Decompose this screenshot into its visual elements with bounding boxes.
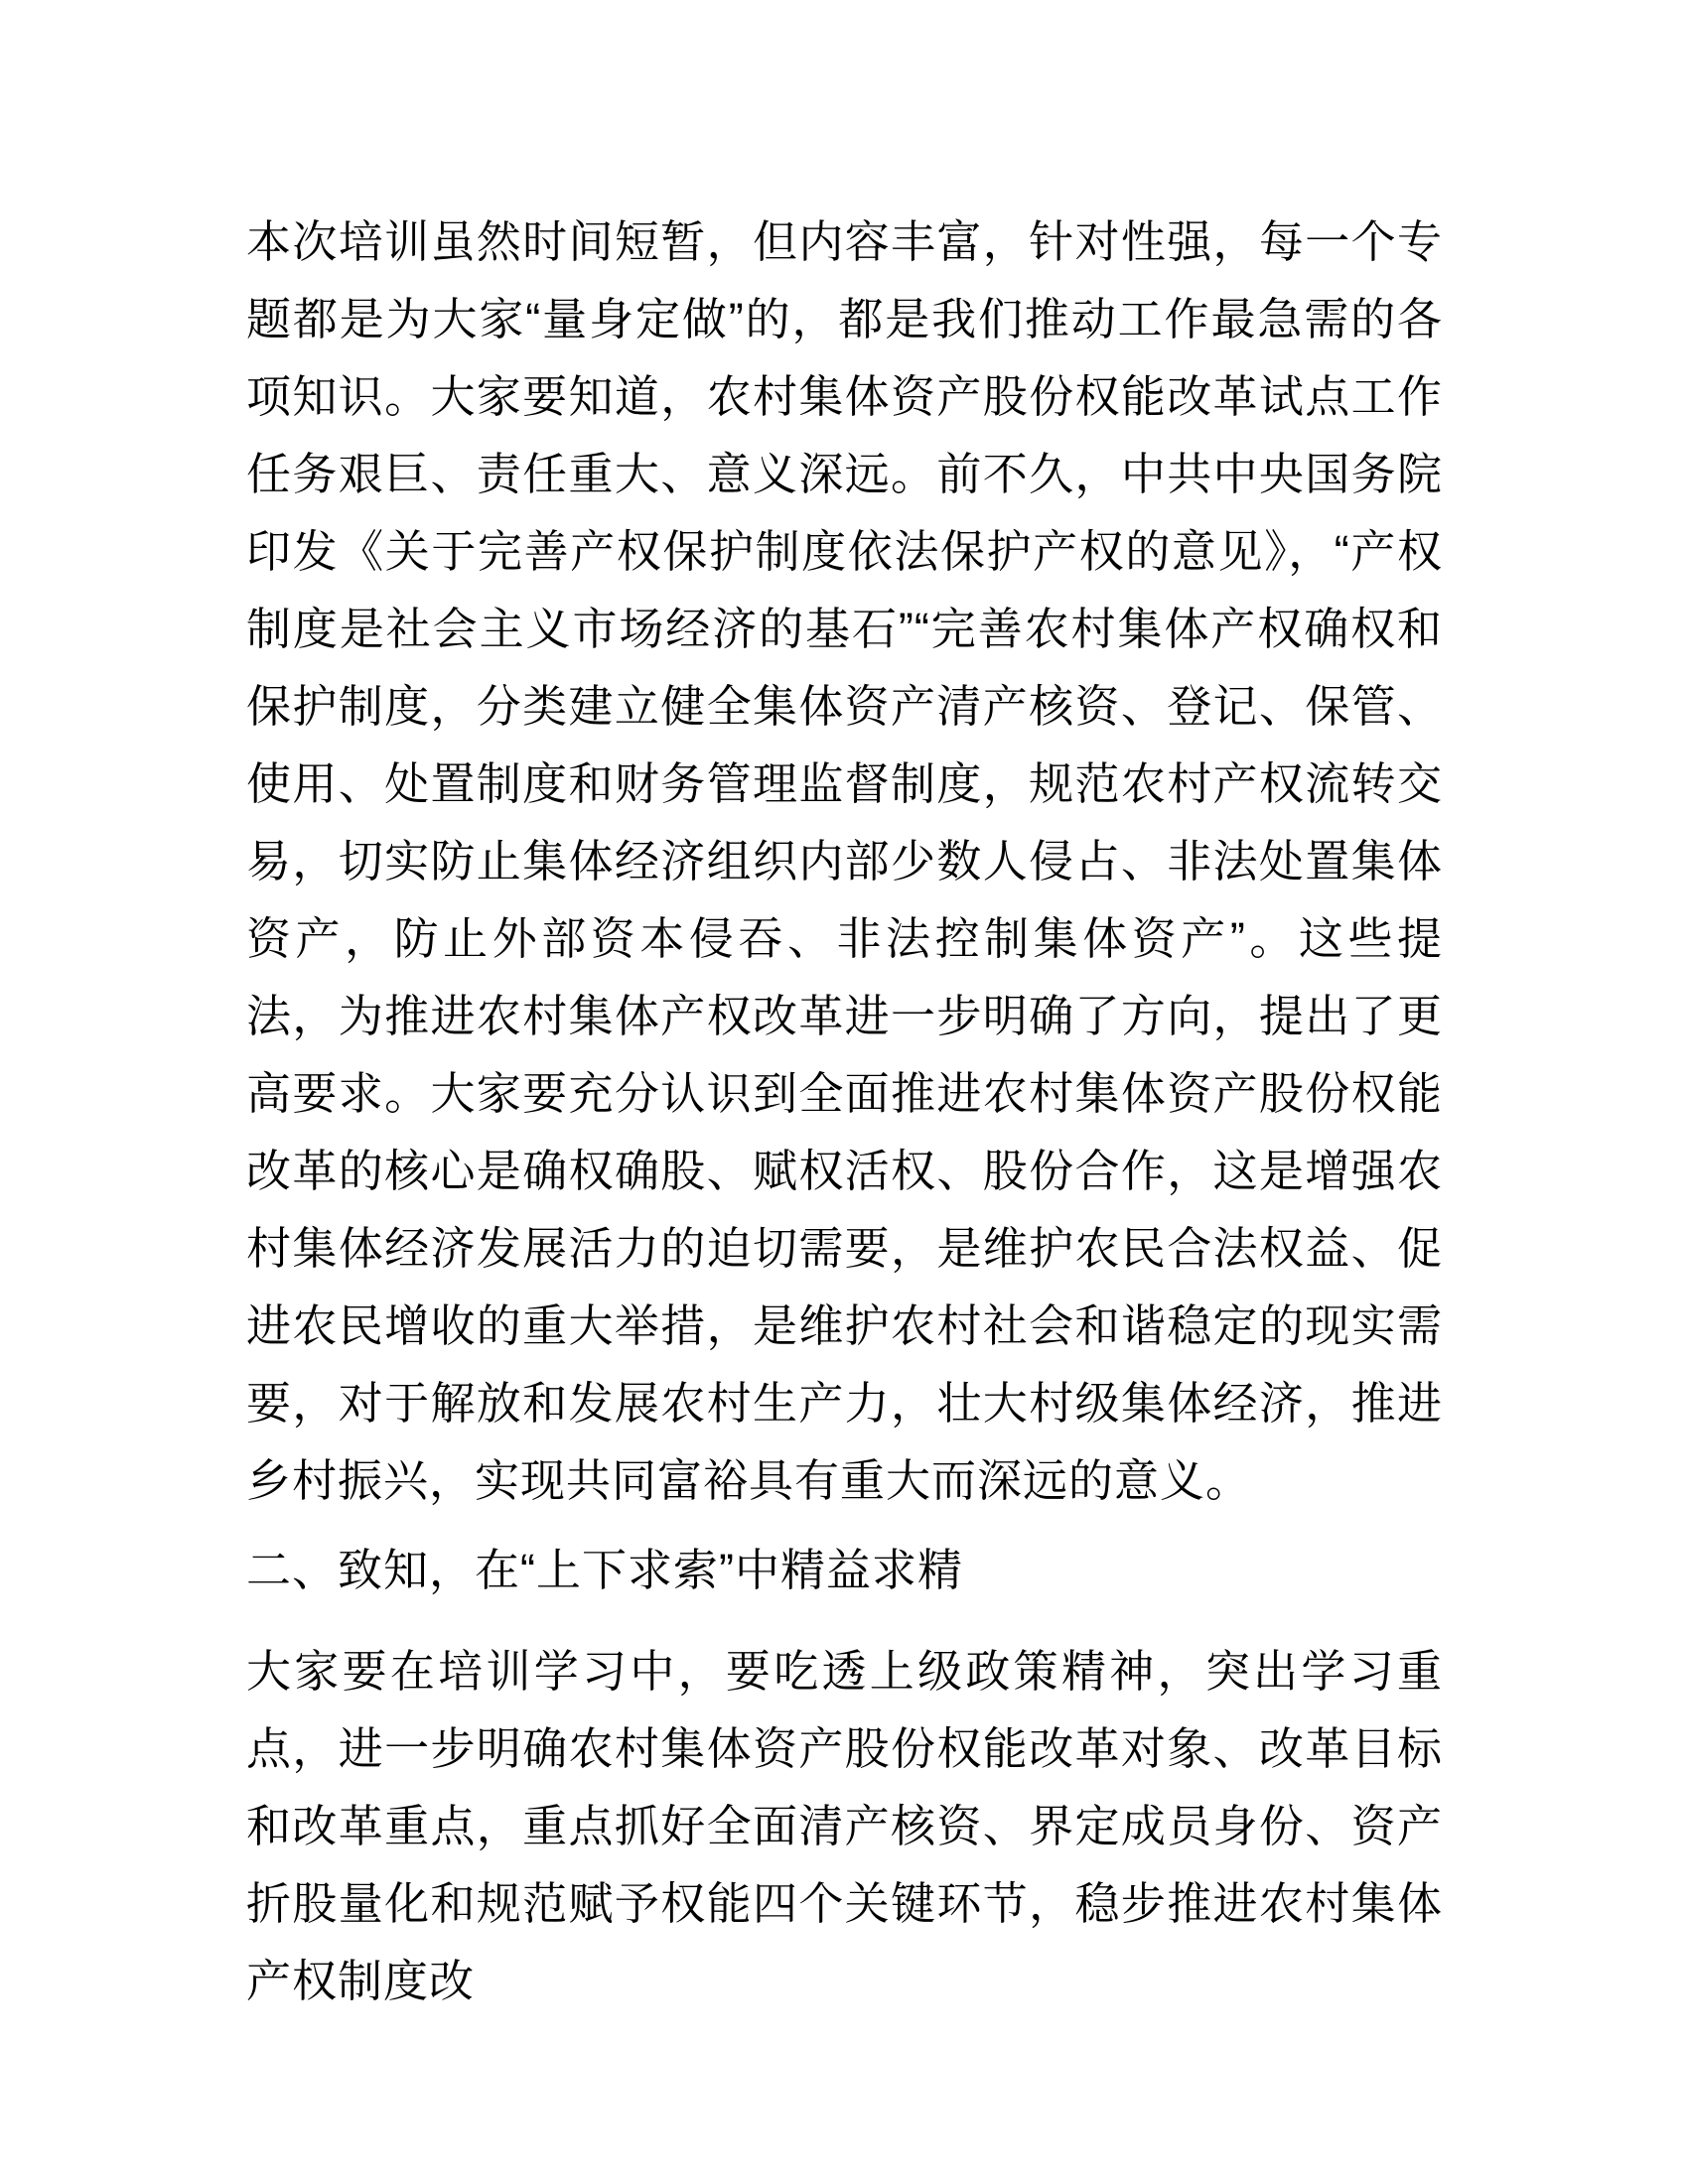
body-paragraph-1: 本次培训虽然时间短暂，但内容丰富，针对性强，每一个专题都是为大家“量身定做”的，都是我们推动工作最急需的各项知识。大家要知道，农村集体资产股份权能改革试点工作任务艰巨、责任重大、意义深远。前不久，中共中央国务院印发《关于完善产权保护制度依法保护产权的意见》，“产权制度是社会主义市场经济的基石”“完善农村集体产权确权和保护制度，分类建立健全集体资产清产核资、登记、保管、使用、处置制度和财务管理监督制度，规范农村产权流转交易，切实防止集体经济组织内部少数人侵占、非法处置集体资产，防止外部资本侵吞、非法控制集体资产”。这些提法，为推进农村集体产权改革进一步明确了方向，提出了更高要求。大家要充分认识到全面推进农村集体资产股份权能改革的核心是确权确股、赋权活权、股份合作，这是增强农村集体经济发展活力的迫切需要，是维护农民合法权益、促进农民增收的重大举措，是维护农村社会和谐稳定的现实需要，对于解放和发展农村生产力，壮大村级集体经济，推进乡村振兴，实现共同富裕具有重大而深远的意义。 <box>246 216 1443 1506</box>
document-content <box>246 204 1443 2020</box>
body-paragraph-2: 大家要在培训学习中，要吃透上级政策精神，突出学习重点，进一步明确农村集体资产股份权能改革对象、改革目标和改革重点，重点抓好全面清产核资、界定成员身份、资产折股量化和规范赋予权能四个关键环节，稳步推进农村集体产权制度改 <box>246 1646 1443 2006</box>
section-heading: 二、致知，在“上下求索”中精益求精 <box>246 1545 963 1595</box>
